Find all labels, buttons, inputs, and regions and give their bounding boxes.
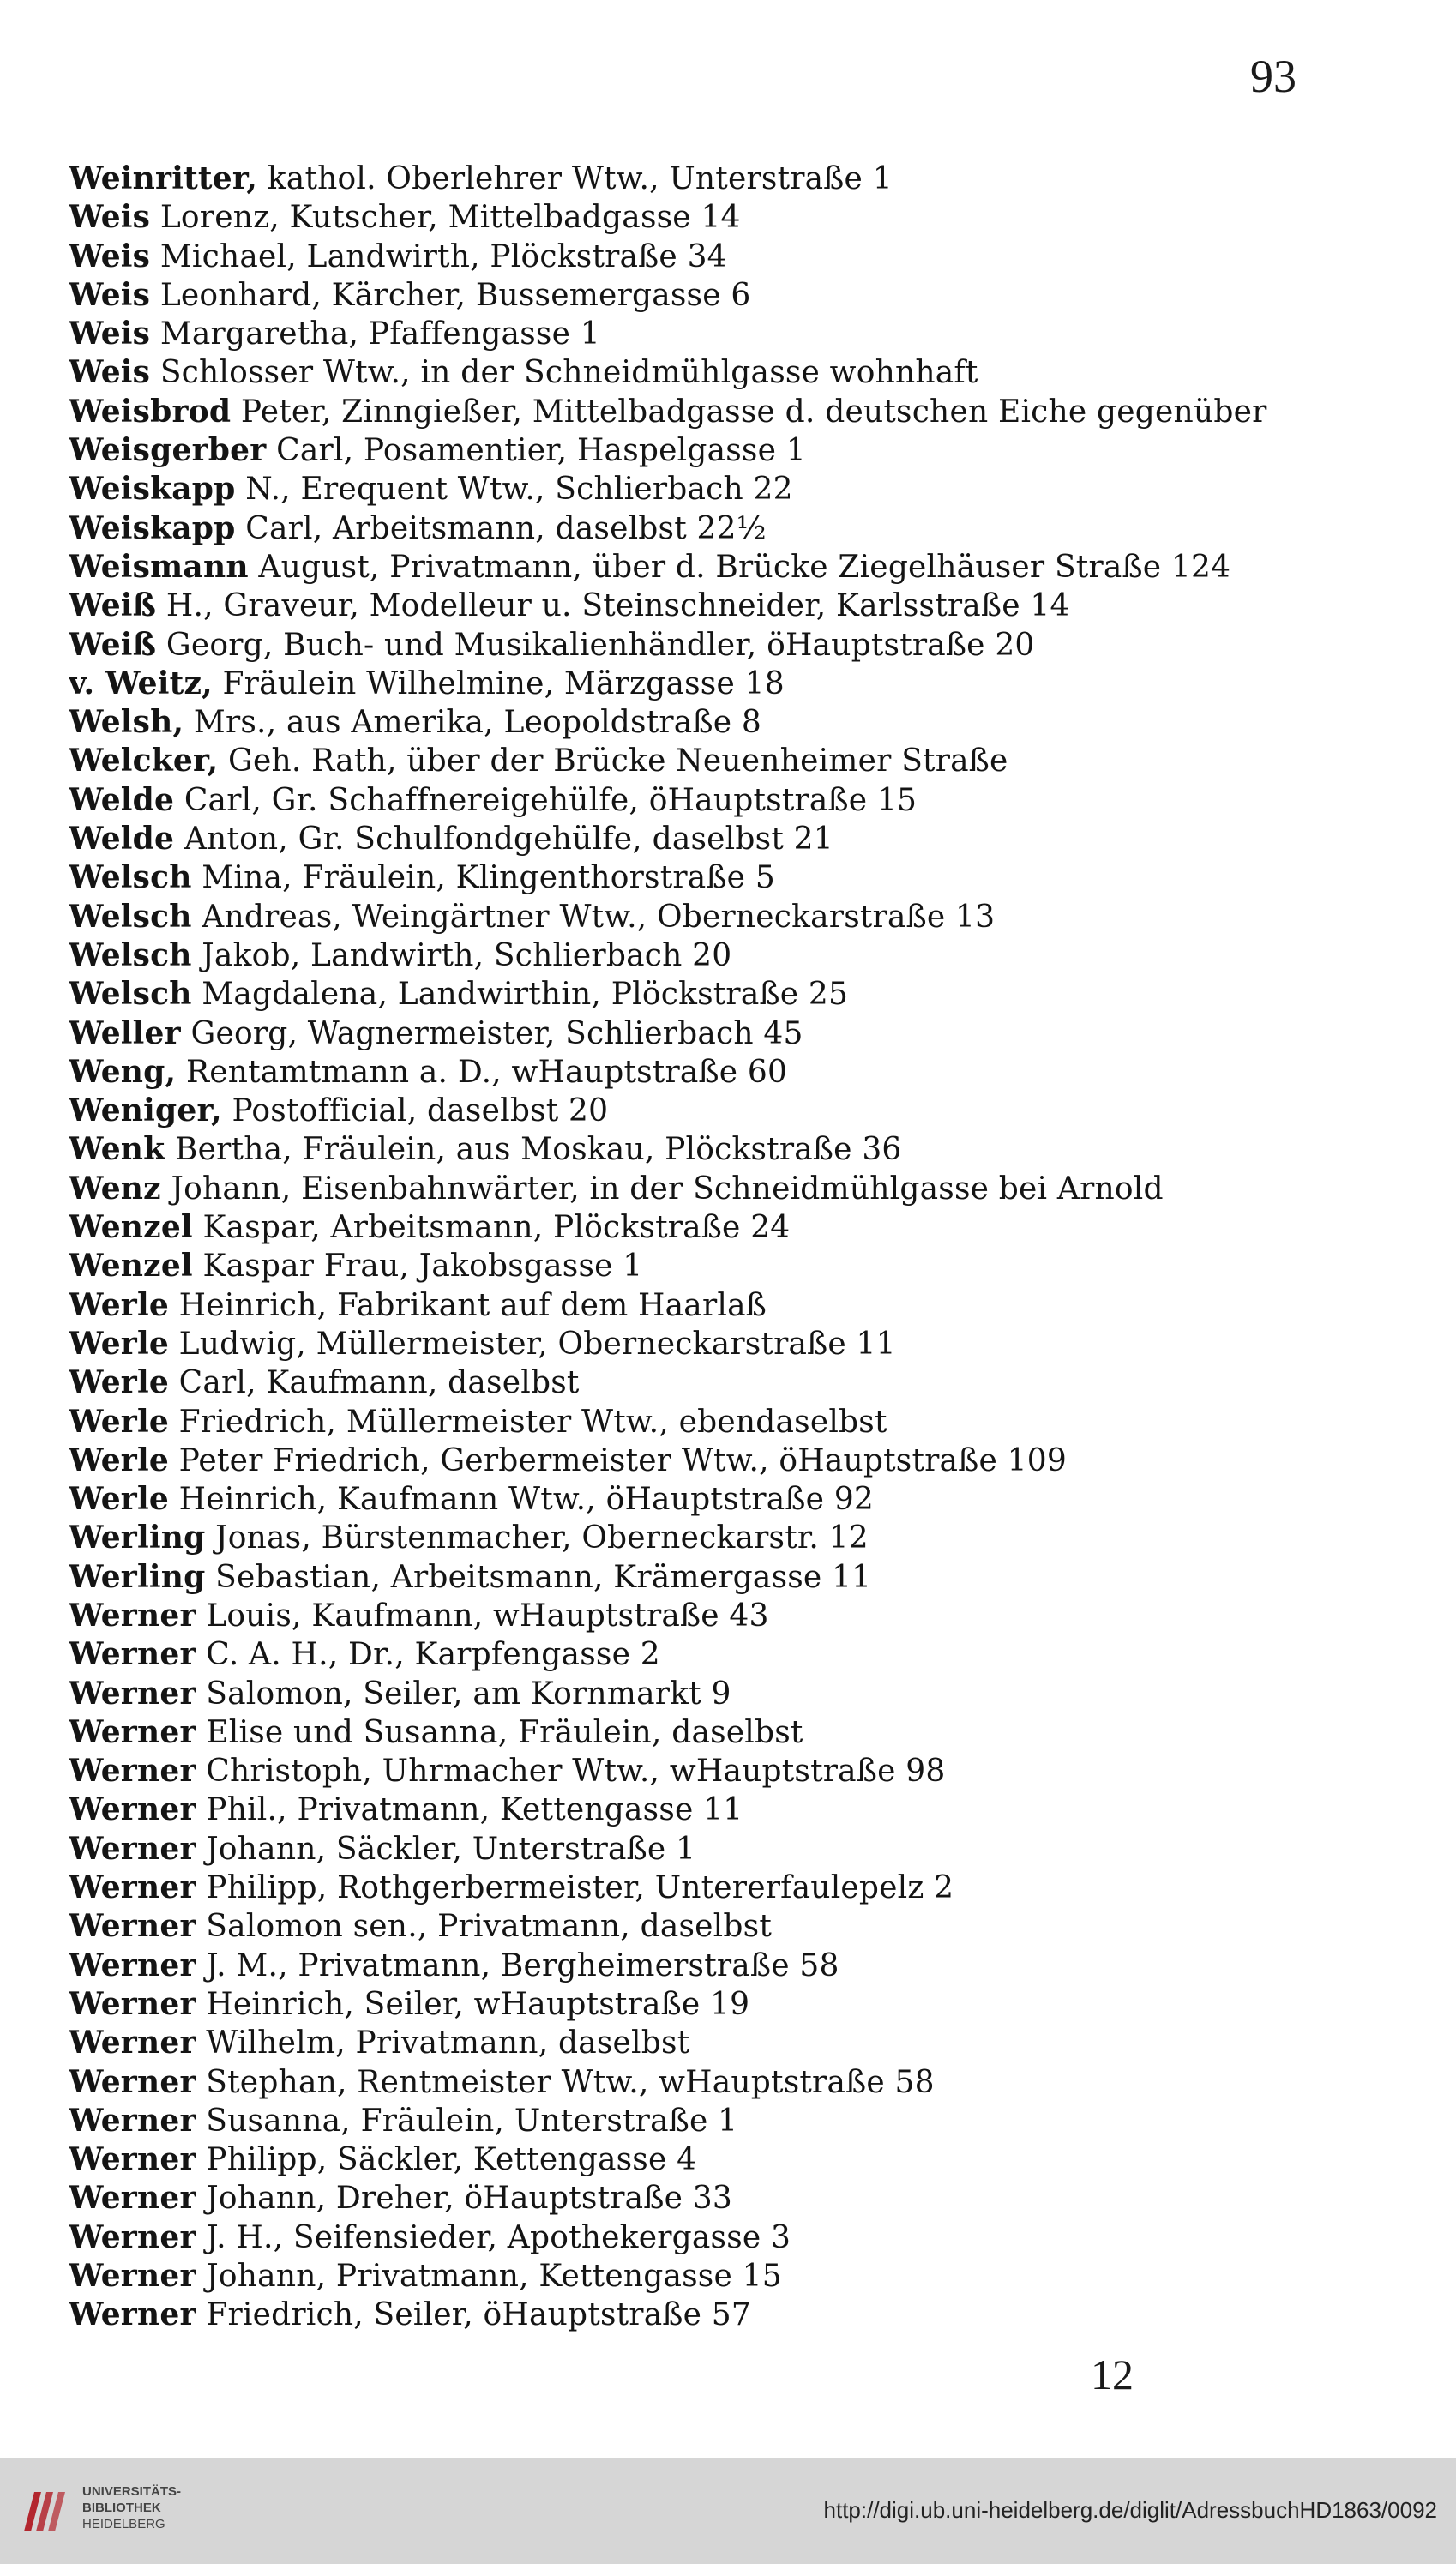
entry-surname: Weng, [69, 1053, 177, 1090]
entry-details: Philipp, Rothgerbermeister, Untererfaulepelz 2 [206, 1870, 954, 1906]
entry-surname: Werner [69, 1791, 196, 1828]
entry-surname: Weis [69, 199, 151, 236]
entry-surname: Weinritter, [69, 160, 258, 196]
directory-entry [69, 353, 1406, 392]
entry-details: Carl, Posamentier, Haspelgasse 1 [276, 433, 806, 469]
entry-details: Kaspar, Arbeitsmann, Plöckstraße 24 [202, 1210, 791, 1246]
entry-surname: Welcker, [69, 743, 219, 779]
entry-details: Leonhard, Kärcher, Bussemergasse 6 [159, 277, 751, 313]
directory-entry [69, 2140, 1406, 2179]
entry-surname: Weisgerber [69, 432, 267, 469]
directory-entry [69, 665, 1406, 703]
entry-details: Sebastian, Arbeitsmann, Krämergasse 11 [215, 1559, 872, 1595]
entry-surname: Weiß [69, 626, 157, 663]
entry-details: Bertha, Fräulein, aus Moskau, Plöckstraße 36 [174, 1132, 902, 1168]
entry-surname: Werner [69, 1713, 196, 1750]
directory-entry [69, 159, 1406, 198]
directory-entry [69, 1480, 1406, 1519]
entry-details: Mina, Fräulein, Klingenthorstraße 5 [202, 860, 775, 896]
entry-surname: Werner [69, 2180, 196, 2217]
directory-entry [69, 1403, 1406, 1441]
entry-details: Louis, Kaufmann, wHauptstraße 43 [206, 1598, 769, 1634]
directory-entry [69, 1713, 1406, 1752]
entry-details: Christoph, Uhrmacher Wtw., wHauptstraße 98 [206, 1754, 946, 1790]
entry-surname: Werner [69, 2218, 196, 2255]
entry-surname: Weis [69, 354, 151, 391]
directory-entry [69, 509, 1406, 548]
entry-surname: Werner [69, 2258, 196, 2295]
directory-entry [69, 1907, 1406, 1946]
directory-entry [69, 1247, 1406, 1285]
entry-details: Jakob, Landwirth, Schlierbach 20 [202, 937, 732, 973]
entry-details: Friedrich, Seiler, öHauptstraße 57 [206, 2297, 751, 2333]
entry-details: Carl, Gr. Schaffnereigehülfe, öHauptstraße 15 [184, 782, 918, 818]
entry-details: August, Privatmann, über d. Brücke Ziegelhäuser Straße 124 [258, 549, 1231, 585]
entry-details: Peter Friedrich, Gerbermeister Wtw., öHauptstraße 109 [178, 1442, 1067, 1478]
directory-entry [69, 2257, 1406, 2296]
entry-surname: Werner [69, 1675, 196, 1712]
entry-details: Stephan, Rentmeister Wtw., wHauptstraße 58 [206, 2064, 935, 2100]
entry-details: kathol. Oberlehrer Wtw., Unterstraße 1 [267, 161, 893, 196]
directory-entry [69, 626, 1406, 665]
entry-details: Philipp, Säckler, Kettengasse 4 [206, 2142, 697, 2178]
directory-entry [69, 2024, 1406, 2062]
entry-surname: Weis [69, 316, 151, 352]
library-name-line: UNIVERSITÄTS- [82, 2484, 182, 2499]
entry-surname: Werling [69, 1558, 206, 1595]
entry-surname: Werner [69, 1753, 196, 1790]
entry-surname: Werner [69, 1830, 196, 1867]
entry-surname: Welsch [69, 936, 192, 973]
entry-details: Friedrich, Müllermeister Wtw., ebendaselbst [178, 1404, 887, 1440]
entry-details: C. A. H., Dr., Karpfengasse 2 [206, 1637, 660, 1673]
signature-mark: 12 [1091, 2350, 1134, 2398]
directory-entry [69, 898, 1406, 936]
entry-details: Mrs., aus Amerika, Leopoldstraße 8 [193, 705, 761, 741]
entry-surname: Werle [69, 1286, 169, 1323]
entry-details: Lorenz, Kutscher, Mittelbadgasse 14 [159, 200, 741, 236]
entry-surname: Weis [69, 276, 151, 313]
entry-surname: Weiskapp [69, 471, 236, 508]
directory-entry [69, 198, 1406, 237]
directory-entry [69, 858, 1406, 897]
directory-entry [69, 548, 1406, 587]
entry-details: Kaspar Frau, Jakobsgasse 1 [202, 1249, 643, 1285]
entry-details: Michael, Landwirth, Plöckstraße 34 [159, 238, 727, 274]
entry-details: Susanna, Fräulein, Unterstraße 1 [206, 2103, 738, 2139]
directory-entry [69, 1014, 1406, 1053]
directory-entry [69, 742, 1406, 780]
entry-surname: v. Weitz, [69, 665, 213, 701]
directory-entry [69, 1597, 1406, 1635]
entry-surname: Werner [69, 1597, 196, 1634]
directory-entry [69, 703, 1406, 742]
entry-surname: Werner [69, 2296, 196, 2333]
entry-details: Magdalena, Landwirthin, Plöckstraße 25 [202, 977, 849, 1013]
directory-entry [69, 2102, 1406, 2140]
directory-entry [69, 2296, 1406, 2334]
entry-details: Carl, Kaufmann, daselbst [178, 1365, 580, 1401]
directory-entry [69, 1519, 1406, 1557]
directory-entry [69, 2218, 1406, 2257]
entry-details: N., Erequent Wtw., Schlierbach 22 [245, 472, 793, 508]
entry-details: Johann, Dreher, öHauptstraße 33 [206, 2181, 732, 2217]
entry-details: Salomon, Seiler, am Kornmarkt 9 [206, 1676, 731, 1712]
entry-surname: Werle [69, 1441, 169, 1478]
entry-details: Wilhelm, Privatmann, daselbst [206, 2025, 690, 2061]
directory-entry [69, 1635, 1406, 1674]
entry-surname: Welsch [69, 976, 192, 1013]
directory-entry [69, 1947, 1406, 1985]
directory-entry [69, 431, 1406, 470]
library-name [82, 2483, 181, 2532]
entry-details: Johann, Privatmann, Kettengasse 15 [206, 2259, 782, 2295]
entry-surname: Werner [69, 1869, 196, 1906]
entry-details: Jonas, Bürstenmacher, Oberneckarstr. 12 [215, 1520, 869, 1556]
entry-surname: Werle [69, 1481, 169, 1518]
entry-surname: Werner [69, 1985, 196, 2022]
directory-entry [69, 781, 1406, 820]
entry-surname: Weiß [69, 587, 157, 624]
entry-details: Postofficial, daselbst 20 [232, 1093, 609, 1129]
entry-details: Carl, Arbeitsmann, daselbst 22½ [245, 510, 767, 546]
directory-entry [69, 1869, 1406, 1907]
footer-bar [0, 2458, 1456, 2564]
library-name-line: BIBLIOTHEK [82, 2501, 161, 2515]
entry-surname: Wenzel [69, 1248, 193, 1285]
entry-surname: Welde [69, 821, 175, 858]
entry-details: J. H., Seifensieder, Apothekergasse 3 [206, 2219, 791, 2255]
entry-surname: Werle [69, 1325, 169, 1362]
directory-entry [69, 315, 1406, 353]
directory-entry [69, 1363, 1406, 1402]
directory-entry [69, 1830, 1406, 1869]
entry-details: Elise und Susanna, Fräulein, daselbst [206, 1714, 803, 1750]
entry-details: Phil., Privatmann, Kettengasse 11 [206, 1792, 743, 1828]
directory-entry [69, 1208, 1406, 1247]
entry-details: Geh. Rath, über der Brücke Neuenheimer Straße [227, 743, 1008, 779]
entry-surname: Weisbrod [69, 393, 232, 430]
directory-entry [69, 1441, 1406, 1480]
entry-surname: Werner [69, 1908, 196, 1945]
entry-surname: Wenk [69, 1131, 165, 1168]
entry-details: H., Graveur, Modelleur u. Steinschneider, Karlsstraße 14 [165, 588, 1070, 624]
directory-entry [69, 1752, 1406, 1791]
directory-entry [69, 1286, 1406, 1325]
entry-details: J. M., Privatmann, Bergheimerstraße 58 [206, 1947, 839, 1983]
entry-details: Ludwig, Müllermeister, Oberneckarstraße 11 [178, 1326, 896, 1362]
entry-details: Johann, Säckler, Unterstraße 1 [206, 1831, 696, 1867]
entry-surname: Werner [69, 2025, 196, 2061]
directory-entry [69, 1985, 1406, 2024]
directory-entry [69, 820, 1406, 858]
directory-entry [69, 1558, 1406, 1597]
directory-entry [69, 2179, 1406, 2218]
entry-surname: Weniger, [69, 1092, 222, 1129]
entry-surname: Werling [69, 1520, 206, 1556]
directory-entry [69, 1053, 1406, 1092]
entry-details: Margaretha, Pfaffengasse 1 [159, 316, 600, 352]
entry-surname: Werner [69, 2141, 196, 2178]
directory-entry [69, 975, 1406, 1014]
entry-details: Heinrich, Fabrikant auf dem Haarlaß [178, 1287, 767, 1323]
university-library-logo-icon [17, 2483, 72, 2538]
entry-surname: Werner [69, 1636, 196, 1673]
directory-entry [69, 1170, 1406, 1208]
entry-details: Anton, Gr. Schulfondgehülfe, daselbst 21 [184, 822, 833, 858]
entry-details: Salomon sen., Privatmann, daselbst [206, 1909, 772, 1945]
entry-surname: Werner [69, 1947, 196, 1983]
directory-entry [69, 2063, 1406, 2102]
directory-entry [69, 587, 1406, 625]
entry-details: Georg, Wagnermeister, Schlierbach 45 [190, 1015, 803, 1051]
entry-surname: Welsh, [69, 704, 184, 741]
entry-details: Heinrich, Seiler, wHauptstraße 19 [206, 1986, 750, 2022]
entry-surname: Werner [69, 2102, 196, 2139]
library-name-line: HEIDELBERG [82, 2517, 165, 2531]
directory-entry [69, 470, 1406, 509]
entry-surname: Werle [69, 1364, 169, 1401]
entry-details: Georg, Buch- und Musikalienhändler, öHauptstraße 20 [165, 627, 1035, 663]
entry-surname: Weis [69, 238, 151, 274]
entry-surname: Weller [69, 1014, 181, 1051]
directory-entries [69, 159, 1406, 2335]
entry-surname: Welsch [69, 898, 192, 935]
entry-surname: Wenz [69, 1170, 161, 1207]
entry-details: Fräulein Wilhelmine, Märzgasse 18 [222, 665, 785, 701]
entry-surname: Weiskapp [69, 509, 236, 546]
entry-details: Rentamtmann a. D., wHauptstraße 60 [185, 1054, 788, 1090]
entry-surname: Weismann [69, 548, 249, 585]
entry-surname: Wenzel [69, 1209, 193, 1246]
directory-entry [69, 1791, 1406, 1829]
directory-entry [69, 1130, 1406, 1169]
entry-details: Peter, Zinngießer, Mittelbadgasse d. deutschen Eiche gegenüber [240, 394, 1267, 430]
page-number: 93 [1250, 51, 1297, 102]
entry-surname: Werner [69, 2063, 196, 2100]
entry-details: Heinrich, Kaufmann Wtw., öHauptstraße 92 [178, 1482, 875, 1518]
directory-entry [69, 1325, 1406, 1363]
entry-details: Schlosser Wtw., in der Schneidmühlgasse wohnhaft [159, 355, 978, 391]
entry-surname: Werle [69, 1403, 169, 1440]
entry-surname: Welde [69, 781, 175, 818]
directory-entry [69, 1675, 1406, 1713]
directory-entry [69, 238, 1406, 276]
source-url-link[interactable]: http://digi.ub.uni-heidelberg.de/diglit/AdressbuchHD1863/0092 [823, 2497, 1437, 2523]
directory-entry [69, 393, 1406, 431]
directory-entry [69, 276, 1406, 315]
entry-details: Johann, Eisenbahnwärter, in der Schneidmühlgasse bei Arnold [171, 1171, 1164, 1207]
directory-entry [69, 936, 1406, 975]
entry-surname: Welsch [69, 859, 192, 896]
directory-entry [69, 1092, 1406, 1130]
entry-details: Andreas, Weingärtner Wtw., Oberneckarstraße 13 [202, 899, 996, 935]
